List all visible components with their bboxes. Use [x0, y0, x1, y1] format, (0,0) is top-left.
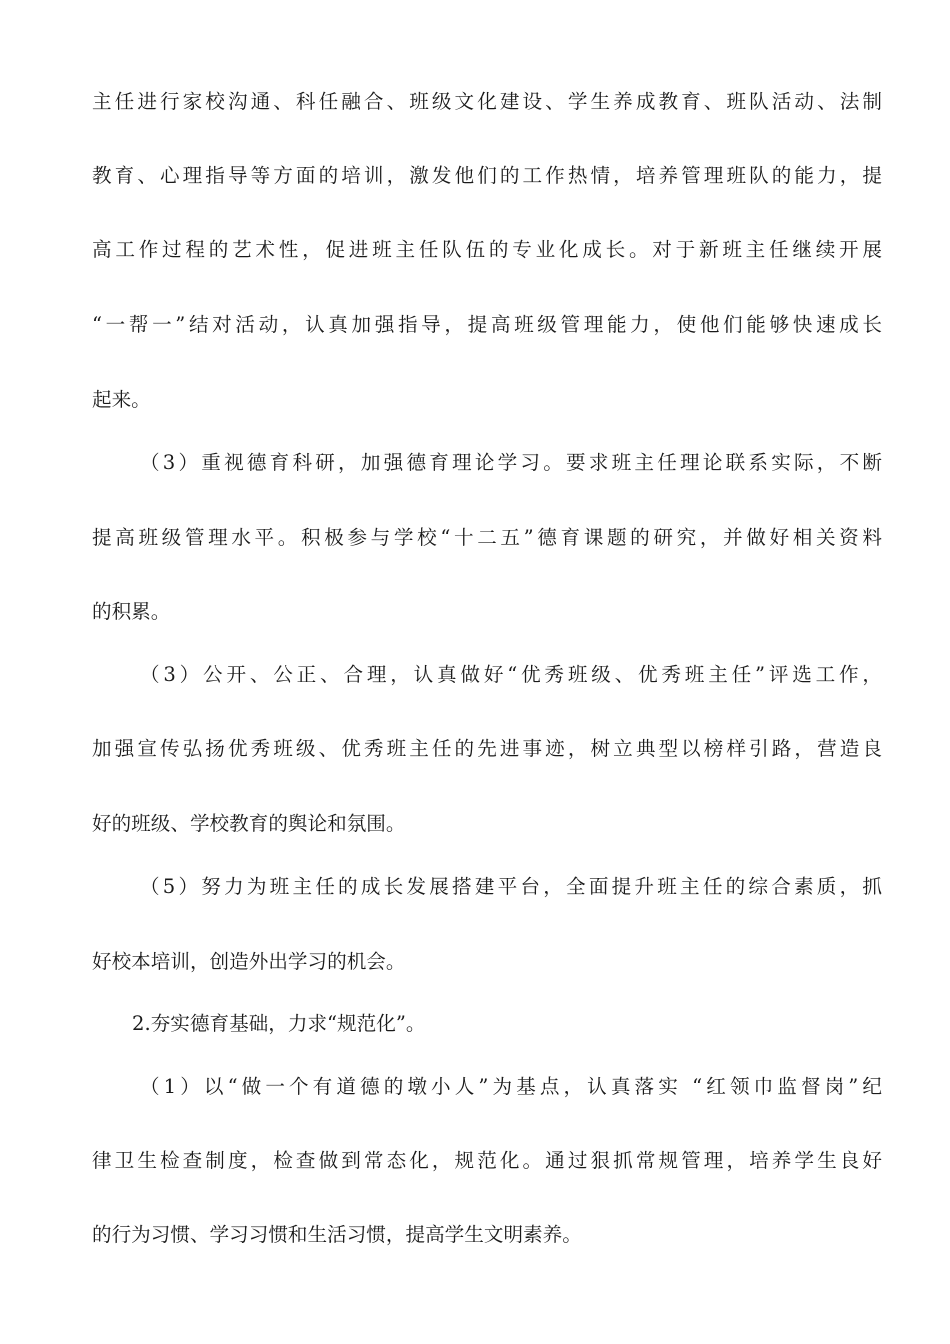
paragraph-first-line: （3）重视德育科研，加强德育理论学习。要求班主任理论联系实际，不断 — [140, 451, 882, 474]
body-text-line: 的行为习惯、学习习惯和生活习惯，提高学生文明素养。 — [92, 1223, 582, 1246]
body-text-line: 教育、心理指导等方面的培训，激发他们的工作热情，培养管理班队的能力，提 — [92, 164, 882, 187]
body-text-line: 提高班级管理水平。积极参与学校“十二五”德育课题的研究，并做好相关资料 — [92, 526, 882, 549]
section-heading: 2.夯实德育基础，力求“规范化”。 — [132, 1012, 426, 1035]
paragraph-first-line: （3）公开、公正、合理，认真做好“优秀班级、优秀班主任”评选工作， — [140, 663, 882, 686]
body-text-line: 加强宣传弘扬优秀班级、优秀班主任的先进事迹，树立典型以榜样引路，营造良 — [92, 737, 882, 760]
paragraph-first-line: （1）以“做一个有道德的墩小人”为基点，认真落实 “红领巾监督岗”纪 — [140, 1075, 882, 1098]
body-text-line: 的积累。 — [92, 600, 171, 623]
body-text-line: 律卫生检查制度，检查做到常态化，规范化。通过狠抓常规管理，培养学生良好 — [92, 1149, 882, 1172]
body-text-line: “一帮一”结对活动，认真加强指导，提高班级管理能力，使他们能够快速成长 — [92, 313, 882, 336]
body-text-line: 主任进行家校沟通、科任融合、班级文化建设、学生养成教育、班队活动、法制 — [92, 90, 882, 113]
body-text-line: 高工作过程的艺术性，促进班主任队伍的专业化成长。对于新班主任继续开展 — [92, 238, 882, 261]
body-text-line: 起来。 — [92, 388, 151, 411]
paragraph-first-line: （5）努力为班主任的成长发展搭建平台，全面提升班主任的综合素质，抓 — [140, 875, 882, 898]
body-text-line: 好校本培训，创造外出学习的机会。 — [92, 950, 406, 973]
body-text-line: 好的班级、学校教育的舆论和氛围。 — [92, 812, 406, 835]
